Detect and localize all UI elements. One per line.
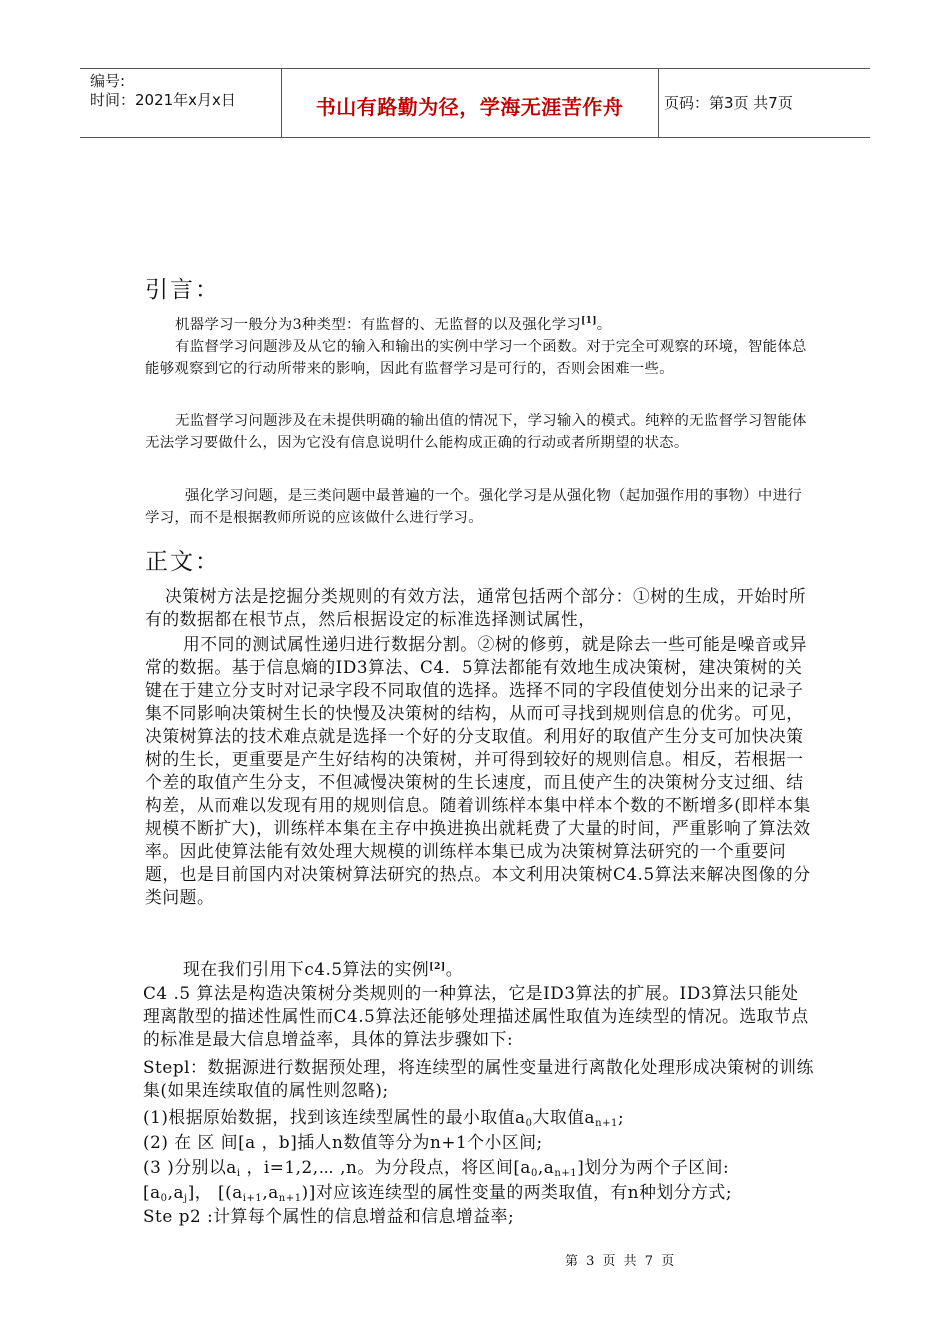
step-1-item-3: (3 )分别以$a_i$ ，i=1,2,⋯ ,n。为分段点，将区间$[a_0,a_{n+1}]$划分为两个子区间:: [143, 1157, 730, 1179]
citation: [2]: [429, 962, 446, 972]
citation: [1]: [581, 316, 597, 326]
intro-heading: 引言：: [145, 277, 220, 303]
header-meta: [90, 72, 236, 110]
step-1-item-2: (2) 在 区 间[a ，b]插人n数值等分为n+1个小区间;: [143, 1132, 543, 1152]
step-1-item-3-cont: $[a_0,a_j]$， $[(a_{i+1},a_{n+1})]$对应该连续型的属性变量的两类取值，有n种划分方式;: [143, 1182, 733, 1204]
step-1-item-1: (1)根据原始数据，找到该连续型属性的最小取值$a_0$大取值$a_{n+1}$;: [143, 1107, 625, 1129]
intro-paragraph-4: 强化学习问题，是三类问题中最普遍的一个。强化学习是从强化物（起加强作用的事物）中进行学习，而不是根据教师所说的应该做什么进行学习。: [145, 488, 803, 526]
page-footer: 第 3 页 共 7 页: [565, 1254, 677, 1269]
algorithm-intro: C4 .5 算法是构造决策树分类规则的一种算法，它是ID3算法的扩展。ID3算法只能处理离散型的描述性属性而C4.5算法还能够处理描述属性取值为连续型的情况。选取节点的标准是最大信息增益率，具体的算法步骤如下:: [143, 983, 809, 1049]
header-page-info: 页码：第3页 共7页: [664, 94, 793, 112]
body-heading: 正文：: [145, 549, 220, 575]
header-motto: 书山有路勤为径，学海无涯苦作舟: [315, 95, 624, 119]
step-2: Ste p2 :计算每个属性的信息增益和信息增益率;: [143, 1206, 515, 1226]
body-paragraph-1: 决策树方法是挖掘分类规则的有效方法，通常包括两个部分：①树的生成，开始时所有的数据都在根节点，然后根据设定的标准选择测试属性，: [145, 586, 807, 629]
intro-paragraph-2: 有监督学习问题涉及从它的输入和输出的实例中学习一个函数。对于完全可观察的环境，智能体总能够观察到它的行动所带来的影响，因此有监督学习是可行的，否则会困难一些。: [145, 339, 807, 377]
intro-paragraph-3: 无监督学习问题涉及在未提供明确的输出值的情况下，学习输入的模式。纯粹的无监督学习智能体无法学习要做什么，因为它没有信息说明什么能构成正确的行动或者所期望的状态。: [145, 413, 807, 451]
intro-paragraph-1: 机器学习一般分为3种类型：有监督的、无监督的以及强化学习[1]。: [175, 316, 612, 333]
page-header: [80, 68, 870, 138]
body-paragraph-2: 用不同的测试属性递归进行数据分割。②树的修剪，就是除去一些可能是噪音或异常的数据。基于信息熵的ID3算法、C4．5算法都能有效地生成决策树，建决策树的关键在于建立分支时对记录字段不同取值的选择。选择不同的字段值使划分出来的记录子集不同影响决策树生长的快慢及决策树的结构，从而可寻找到规则信息的优劣。可见，决策树算法的技术难点就是选择一个好的分支取值。利用好的取值产生分支可加快决策树的生长，更重要是产生好结构的决策树，并可得到较好的规则信息。相反，若根据一个差的取值产生分支，不但减慢决策树的生长速度，而且使产生的决策树分支过细、结构差，从而难以发现有用的规则信息。随着训练样本集中样本个数的不断增多(即样本集规模不断扩大)，训练样本集在主存中换进换出就耗费了大量的时间，严重影响了算法效率。因此使算法能有效处理大规模的训练样本集已成为决策树算法研究的一个重要问题，也是目前国内对决策树算法研究的热点。本文利用决策树C4.5算法来解决图像的分类问题。: [145, 634, 811, 907]
step-1: Stepl：数据源进行数据预处理，将连续型的属性变量进行离散化处理形成决策树的训练集(如果连续取值的属性则忽略);: [143, 1057, 814, 1100]
header-divider: [658, 69, 659, 137]
time-label: 时间：2021年x月x日: [90, 91, 236, 109]
body-paragraph-3: 现在我们引用下c4.5算法的实例[2]。: [183, 959, 464, 979]
number-label: 编号:: [90, 72, 126, 90]
